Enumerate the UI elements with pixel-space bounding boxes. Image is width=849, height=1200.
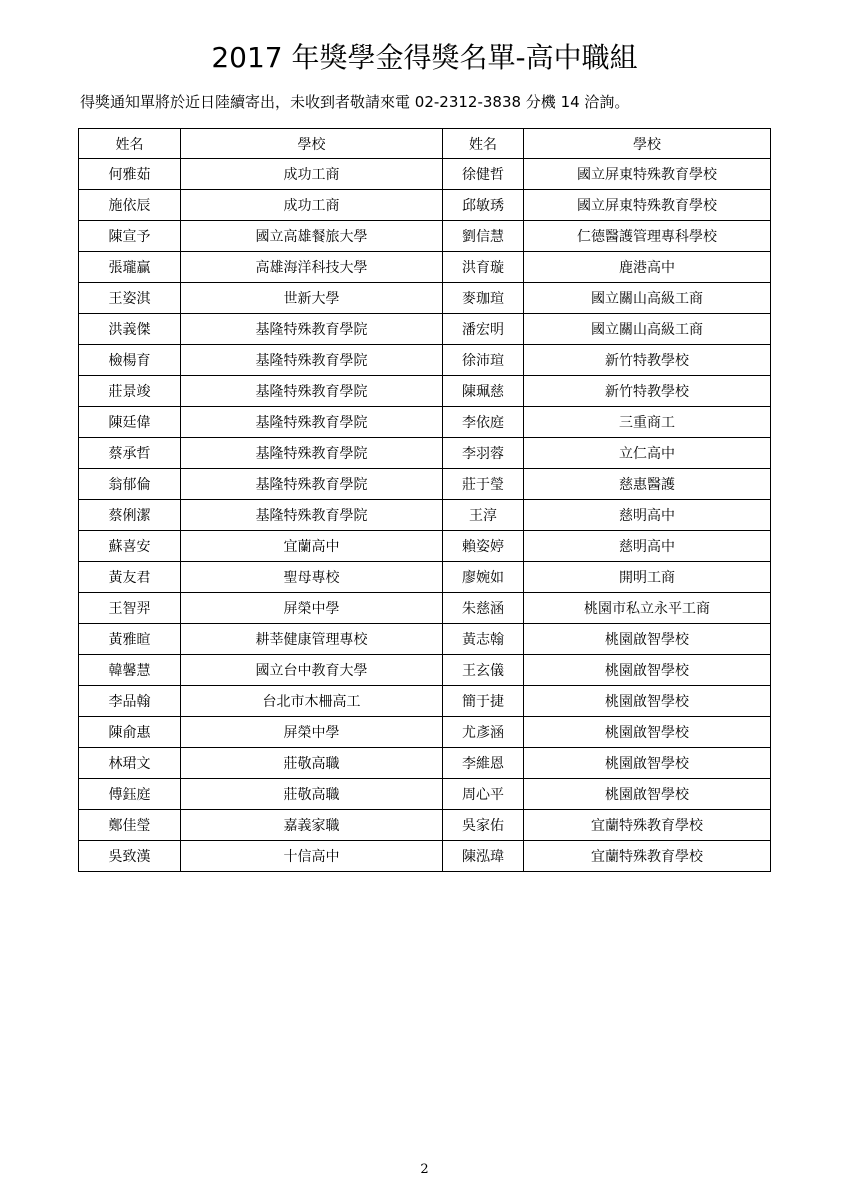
winner-name-left: 洪義傑	[79, 314, 181, 345]
winner-name-left: 林珺文	[79, 748, 181, 779]
school-left: 莊敬高職	[181, 779, 443, 810]
table-row	[79, 562, 771, 593]
winner-name-right: 簡于捷	[443, 686, 524, 717]
school-left: 宜蘭高中	[181, 531, 443, 562]
winner-name-left: 施依辰	[79, 190, 181, 221]
winner-name-right: 陳珮慈	[443, 376, 524, 407]
school-left: 基隆特殊教育學院	[181, 376, 443, 407]
school-left: 國立高雄餐旅大學	[181, 221, 443, 252]
school-right: 慈明高中	[524, 531, 771, 562]
school-right: 國立屏東特殊教育學校	[524, 159, 771, 190]
notice-text: 得獎通知單將於近日陸續寄出，未收到者敬請來電 02-2312-3838 分機 14 洽詢。	[80, 93, 630, 111]
winner-name-left: 莊景竣	[79, 376, 181, 407]
table-row	[79, 655, 771, 686]
winner-name-right: 劉信慧	[443, 221, 524, 252]
table-row	[79, 593, 771, 624]
winner-name-right: 李依庭	[443, 407, 524, 438]
header-name-right: 姓名	[443, 129, 524, 159]
winner-name-left: 檢楊育	[79, 345, 181, 376]
header-school-left: 學校	[181, 129, 443, 159]
table-row	[79, 345, 771, 376]
table-header-row	[79, 129, 771, 159]
school-left: 基隆特殊教育學院	[181, 469, 443, 500]
school-right: 國立關山高級工商	[524, 283, 771, 314]
table-body	[79, 159, 771, 872]
winner-name-right: 莊于瑩	[443, 469, 524, 500]
school-left: 基隆特殊教育學院	[181, 500, 443, 531]
school-left: 基隆特殊教育學院	[181, 407, 443, 438]
school-left: 聖母專校	[181, 562, 443, 593]
winner-name-left: 黃友君	[79, 562, 181, 593]
table-row	[79, 314, 771, 345]
winner-name-right: 李羽蓉	[443, 438, 524, 469]
school-right: 立仁高中	[524, 438, 771, 469]
school-right: 宜蘭特殊教育學校	[524, 841, 771, 872]
header-name-left: 姓名	[79, 129, 181, 159]
school-right: 桃園啟智學校	[524, 748, 771, 779]
school-left: 莊敬高職	[181, 748, 443, 779]
school-right: 慈明高中	[524, 500, 771, 531]
school-right: 桃園啟智學校	[524, 686, 771, 717]
winner-name-right: 王玄儀	[443, 655, 524, 686]
table-row	[79, 221, 771, 252]
winner-name-left: 蘇喜安	[79, 531, 181, 562]
winner-name-left: 何雅茹	[79, 159, 181, 190]
school-left: 成功工商	[181, 190, 443, 221]
winner-name-left: 蔡俐潔	[79, 500, 181, 531]
winner-name-right: 王淳	[443, 500, 524, 531]
table-row	[79, 438, 771, 469]
table-row	[79, 283, 771, 314]
winner-name-left: 蔡承哲	[79, 438, 181, 469]
table-row	[79, 376, 771, 407]
winner-name-right: 徐沛瑄	[443, 345, 524, 376]
school-left: 高雄海洋科技大學	[181, 252, 443, 283]
winner-name-left: 張瓏贏	[79, 252, 181, 283]
table-row	[79, 190, 771, 221]
winner-name-left: 吳致漢	[79, 841, 181, 872]
school-left: 台北市木柵高工	[181, 686, 443, 717]
school-right: 新竹特教學校	[524, 376, 771, 407]
winner-name-left: 鄭佳瑩	[79, 810, 181, 841]
winner-name-left: 陳俞惠	[79, 717, 181, 748]
table-row	[79, 841, 771, 872]
school-left: 十信高中	[181, 841, 443, 872]
school-left: 國立台中教育大學	[181, 655, 443, 686]
school-right: 宜蘭特殊教育學校	[524, 810, 771, 841]
winner-name-right: 賴姿婷	[443, 531, 524, 562]
school-right: 新竹特教學校	[524, 345, 771, 376]
winner-name-right: 潘宏明	[443, 314, 524, 345]
school-right: 鹿港高中	[524, 252, 771, 283]
winner-name-right: 吳家佑	[443, 810, 524, 841]
school-right: 桃園啟智學校	[524, 624, 771, 655]
table-row	[79, 748, 771, 779]
winner-name-right: 麥珈瑄	[443, 283, 524, 314]
school-right: 三重商工	[524, 407, 771, 438]
winner-name-left: 黃雅暄	[79, 624, 181, 655]
school-right: 桃園市私立永平工商	[524, 593, 771, 624]
table-row	[79, 252, 771, 283]
school-left: 屏榮中學	[181, 717, 443, 748]
table-row	[79, 810, 771, 841]
winner-name-left: 王姿淇	[79, 283, 181, 314]
school-left: 嘉義家職	[181, 810, 443, 841]
table-row	[79, 686, 771, 717]
school-right: 國立屏東特殊教育學校	[524, 190, 771, 221]
winner-name-left: 韓馨慧	[79, 655, 181, 686]
school-left: 屏榮中學	[181, 593, 443, 624]
school-right: 桃園啟智學校	[524, 717, 771, 748]
school-left: 基隆特殊教育學院	[181, 314, 443, 345]
winner-name-right: 黃志翰	[443, 624, 524, 655]
table-row	[79, 469, 771, 500]
table-row	[79, 624, 771, 655]
winner-name-right: 洪育璇	[443, 252, 524, 283]
table-row	[79, 531, 771, 562]
header-school-right: 學校	[524, 129, 771, 159]
winner-name-left: 傅鈺庭	[79, 779, 181, 810]
winner-name-left: 李品翰	[79, 686, 181, 717]
winner-name-right: 廖婉如	[443, 562, 524, 593]
winner-name-right: 尤彥涵	[443, 717, 524, 748]
page-title: 2017 年獎學金得獎名單-高中職組	[211, 41, 638, 74]
school-left: 世新大學	[181, 283, 443, 314]
school-right: 桃園啟智學校	[524, 655, 771, 686]
school-right: 桃園啟智學校	[524, 779, 771, 810]
page-number: 2	[420, 1162, 429, 1177]
winner-name-right: 徐健哲	[443, 159, 524, 190]
school-left: 基隆特殊教育學院	[181, 438, 443, 469]
winner-name-right: 朱慈涵	[443, 593, 524, 624]
school-right: 仁德醫護管理專科學校	[524, 221, 771, 252]
school-right: 國立關山高級工商	[524, 314, 771, 345]
table-row	[79, 500, 771, 531]
school-left: 耕莘健康管理專校	[181, 624, 443, 655]
school-left: 基隆特殊教育學院	[181, 345, 443, 376]
winner-name-right: 李維恩	[443, 748, 524, 779]
school-left: 成功工商	[181, 159, 443, 190]
winner-name-left: 翁郁倫	[79, 469, 181, 500]
table-row	[79, 407, 771, 438]
school-right: 慈惠醫護	[524, 469, 771, 500]
table-row	[79, 717, 771, 748]
winner-name-left: 王智羿	[79, 593, 181, 624]
winner-name-left: 陳廷偉	[79, 407, 181, 438]
winner-name-left: 陳宣予	[79, 221, 181, 252]
winner-name-right: 陳泓瑋	[443, 841, 524, 872]
school-right: 開明工商	[524, 562, 771, 593]
table-row	[79, 779, 771, 810]
award-roster-table	[78, 128, 771, 872]
winner-name-right: 邱敏琇	[443, 190, 524, 221]
table-row	[79, 159, 771, 190]
winner-name-right: 周心平	[443, 779, 524, 810]
